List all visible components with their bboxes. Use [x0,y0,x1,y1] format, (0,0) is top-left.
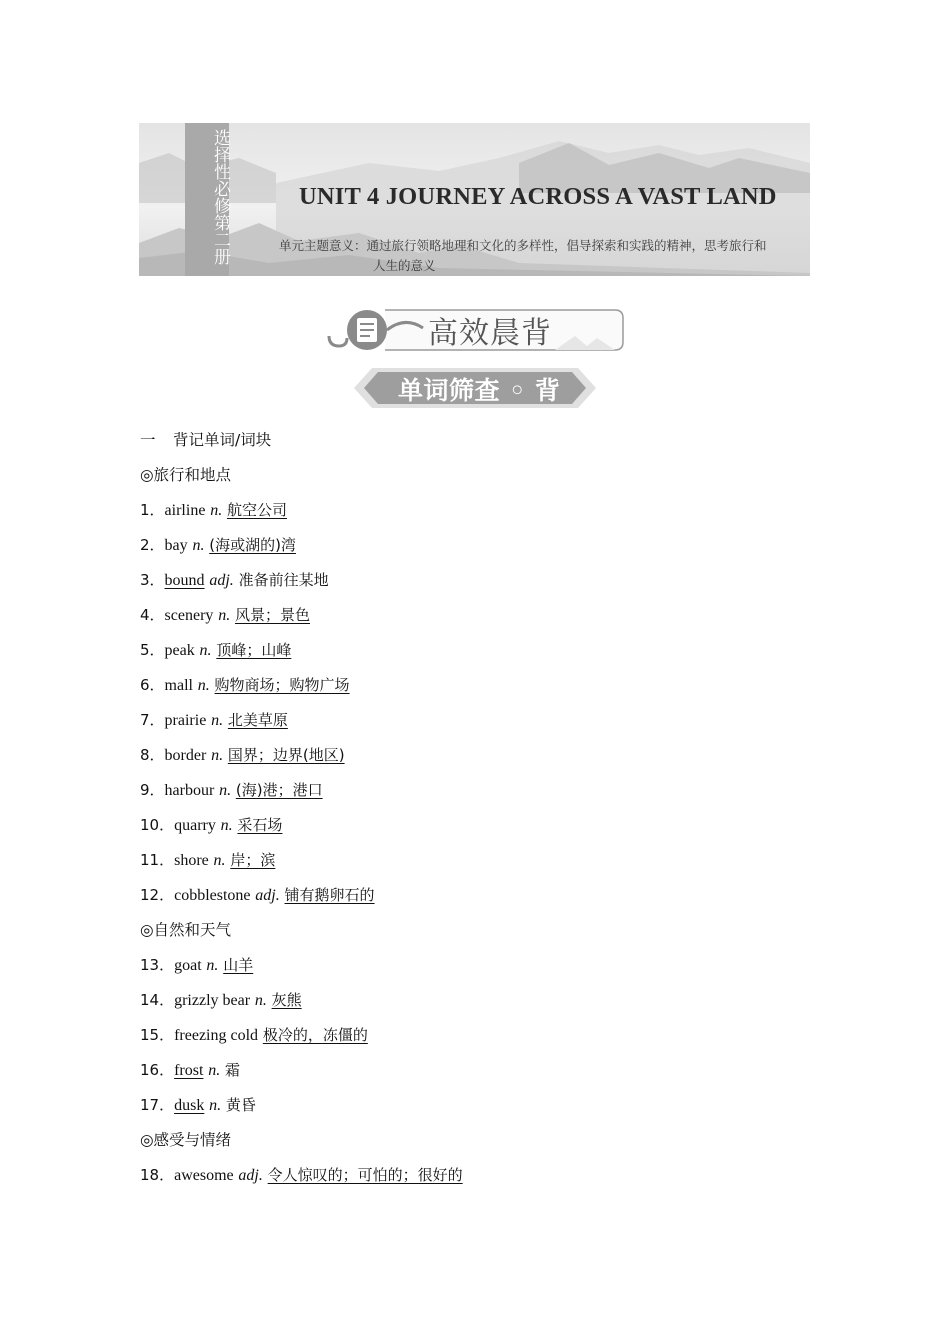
item-part-of-speech: n. [211,712,224,729]
item-word: bay [164,537,188,554]
vocab-item [140,1160,840,1195]
item-meaning: 极冷的，冻僵的 [262,1026,368,1044]
item-word: mall [164,677,193,694]
item-number: 3． [140,571,165,589]
item-part-of-speech: n. [192,537,205,554]
item-part-of-speech: adj. [238,1167,263,1184]
item-word: airline [164,502,206,519]
word-screening-title: 单词筛查 ◦ 背 [398,376,561,405]
item-part-of-speech: n. [213,852,226,869]
item-meaning: 黄昏 [225,1096,256,1114]
vocab-item [140,810,840,845]
item-part-of-speech: n. [209,1097,222,1114]
vocab-item [140,985,840,1020]
item-meaning: 铺有鹅卵石的 [284,886,375,904]
unit-theme-line1: 单元主题意义：通过旅行领略地理和文化的多样性，倡导探索和实践的精神，思考旅行和 [279,238,767,253]
item-meaning: (海)港；港口 [235,781,323,799]
item-part-of-speech: n. [199,642,212,659]
item-meaning: 购物商场；购物广场 [214,676,350,694]
unit-banner [139,123,810,276]
item-number: 1． [140,501,165,519]
item-part-of-speech: n. [219,782,232,799]
vocab-item [140,1020,840,1055]
vocab-item [140,1055,840,1090]
item-number: 13． [140,956,175,974]
item-word: dusk [174,1097,205,1114]
item-number: 7． [140,711,165,729]
item-word: quarry [174,817,216,834]
vocab-item [140,950,840,985]
item-meaning: 国界；边界(地区) [227,746,345,764]
item-word: bound [164,572,205,589]
group-heading: ◎感受与情绪 [140,1131,232,1149]
unit-theme [279,236,805,276]
item-number: 9． [140,781,165,799]
vocab-item [140,495,840,530]
item-meaning: 霜 [224,1061,240,1079]
vocab-item [140,880,840,915]
section-title: 背记单词/词块 [173,431,272,449]
unit-title: UNIT 4 JOURNEY ACROSS A VAST LAND [299,183,777,210]
item-part-of-speech: n. [208,1062,221,1079]
vocab-item [140,775,840,810]
item-part-of-speech: n. [197,677,210,694]
vocab-item [140,670,840,705]
item-meaning: 灰熊 [271,991,302,1009]
item-part-of-speech: n. [210,502,223,519]
item-meaning: 山羊 [223,956,254,974]
volume-label: 选择性必修第二册 [210,129,230,265]
item-word: peak [164,642,195,659]
item-part-of-speech: n. [218,607,231,624]
vocab-item [140,635,840,670]
item-part-of-speech: n. [211,747,224,764]
item-number: 17． [140,1096,175,1114]
vocab-item [140,705,840,740]
item-word: cobblestone [174,887,251,904]
item-number: 15． [140,1026,175,1044]
item-word: shore [174,852,209,869]
item-meaning: 准备前往某地 [238,571,329,589]
item-part-of-speech: adj. [255,887,280,904]
item-meaning: 岸；滨 [230,851,276,869]
item-meaning: 北美草原 [227,711,288,729]
item-number: 4． [140,606,165,624]
item-word: freezing cold [174,1027,259,1044]
item-number: 12． [140,886,175,904]
item-number: 14． [140,991,175,1009]
item-meaning: 顶峰；山峰 [216,641,292,659]
item-word: goat [174,957,202,974]
item-number: 8． [140,746,165,764]
vocab-item [140,565,840,600]
group-heading: ◎自然和天气 [140,921,232,939]
item-number: 2． [140,536,165,554]
item-part-of-speech: adj. [209,572,234,589]
item-word: frost [174,1062,204,1079]
item-word: awesome [174,1167,234,1184]
item-word: border [164,747,207,764]
section-heading [140,425,840,460]
item-meaning: 采石场 [237,816,283,834]
section-number: 一 [140,431,156,449]
item-number: 18． [140,1166,175,1184]
vocab-item [140,530,840,565]
item-meaning: 令人惊叹的；可怕的；很好的 [267,1166,463,1184]
group-heading: ◎旅行和地点 [140,466,232,484]
item-part-of-speech: n. [206,957,219,974]
item-number: 16． [140,1061,175,1079]
item-number: 10． [140,816,175,834]
vocab-item [140,845,840,880]
item-meaning: 风景；景色 [234,606,310,624]
item-part-of-speech: n. [220,817,233,834]
vocab-item [140,1090,840,1125]
vocab-item [140,740,840,775]
item-word: prairie [164,712,207,729]
morning-recitation-title: 高效晨背 [428,316,552,351]
item-number: 6． [140,676,165,694]
item-number: 5． [140,641,165,659]
item-word: scenery [164,607,214,624]
unit-theme-line2: 人生的意义 [373,258,436,273]
vocab-item [140,600,840,635]
item-part-of-speech: n. [254,992,267,1009]
item-word: harbour [164,782,215,799]
item-number: 11． [140,851,175,869]
item-meaning: 航空公司 [226,501,287,519]
vocabulary-list [140,425,840,1195]
item-meaning: (海或湖的)湾 [209,536,296,554]
item-word: grizzly bear [174,992,251,1009]
